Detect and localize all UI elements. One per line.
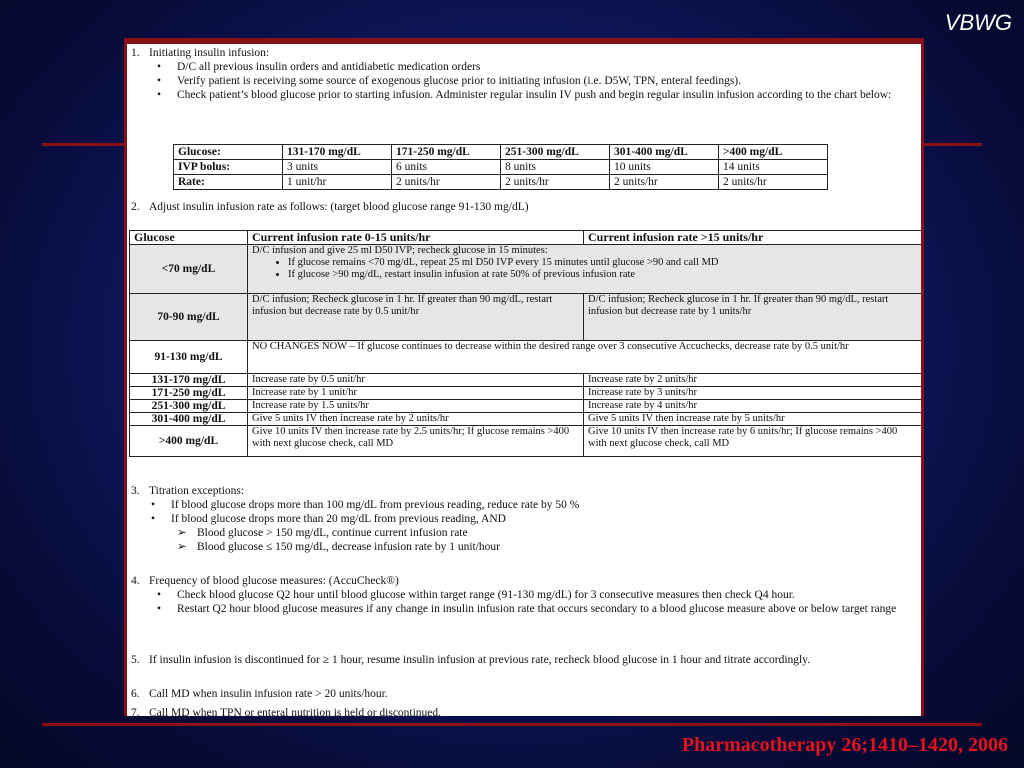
section-4: 4. Frequency of blood glucose measures: (AccuCheck®) • Check blood glucose Q2 hour until blood glucose within target range (91-130 mg/dL) for 3 consecutive measures then check Q4 hour. • Restart Q2 hour blood glucose measures if any change in insulin infusion rate that occurs secondary to a blood glucose measure above or below target range [131, 575, 897, 615]
citation: Pharmacotherapy 26;1410–1420, 2006 [681, 734, 1008, 756]
glucose-range-cell: >400 mg/dL [130, 426, 248, 457]
glucose-range-cell: 131-170 mg/dL [130, 374, 248, 387]
brand-logo-text: VBWG [944, 10, 1012, 35]
hypoglycemia-instruction: D/C infusion and give 25 ml D50 IVP; recheck glucose in 15 minutes: [252, 245, 548, 256]
table-cell: NO CHANGES NOW – If glucose continues to decrease within the desired range over 3 consecutive Accuchecks, decrease rate by 0.5 unit/hr [248, 341, 922, 374]
table-cell: Increase rate by 1.5 units/hr [248, 400, 584, 413]
table-cell: Increase rate by 2 units/hr [584, 374, 922, 387]
section-1-number: 1. [131, 47, 140, 59]
table-cell: D/C infusion; Recheck glucose in 1 hr. If greater than 90 mg/dL, restart infusion but decrease rate by 1 units/hr [584, 294, 922, 341]
section-3-number: 3. [131, 485, 140, 497]
table-row [130, 413, 922, 426]
column-header-glucose: Glucose [130, 231, 248, 245]
table-cell: Increase rate by 0.5 unit/hr [248, 374, 584, 387]
table-cell: D/C infusion; Recheck glucose in 1 hr. If greater than 90 mg/dL, restart infusion but decrease rate by 0.5 unit/hr [248, 294, 584, 341]
section-7-text: Call MD when TPN or enteral nutrition is held or discontinued. [149, 707, 442, 716]
table-cell: 171-250 mg/dL [392, 145, 501, 160]
glucose-range-cell: <70 mg/dL [130, 245, 248, 294]
section-4-title: Frequency of blood glucose measures: (AccuCheck®) [149, 575, 399, 587]
section-1-bullet: Verify patient is receiving some source of exogenous glucose prior to initiating infusion (i.e. D5W, TPN, enteral feedings). [177, 75, 742, 87]
adjustment-table [129, 230, 922, 457]
table-cell: 301-400 mg/dL [610, 145, 719, 160]
table-cell: 3 units [283, 160, 392, 175]
section-3-title: Titration exceptions: [149, 485, 245, 497]
section-3-bullet: If blood glucose drops more than 20 mg/dL from previous reading, AND [171, 513, 506, 525]
column-header-low-rate: Current infusion rate 0-15 units/hr [248, 231, 584, 245]
column-header-high-rate: Current infusion rate >15 units/hr [584, 231, 922, 245]
section-5 [131, 653, 917, 667]
section-3: 3. Titration exceptions: • If blood glucose drops more than 100 mg/dL from previous reading, reduce rate by 50 % • If blood glucose drops more than 20 mg/dL from previous reading, AND ➢ Blood glucose > 150 mg/dL, continue current infusion rate ➢ Blood glucose ≤ 150 mg/dL, decrease infusion rate by 1 unit/hour [131, 485, 580, 553]
table-row [130, 341, 922, 374]
table-cell: 251-300 mg/dL [501, 145, 610, 160]
table-row [130, 400, 922, 413]
table-row [130, 374, 922, 387]
section-4-number: 4. [131, 575, 140, 587]
table-cell: 2 units/hr [610, 175, 719, 190]
section-1-bullet: D/C all previous insulin orders and antidiabetic medication orders [177, 61, 481, 73]
table-cell: Increase rate by 1 unit/hr [248, 387, 584, 400]
table-cell: 8 units [501, 160, 610, 175]
table-cell: Rate: [174, 175, 283, 190]
section-7 [131, 706, 917, 716]
divider-rule-right [922, 143, 982, 146]
table-cell: 131-170 mg/dL [283, 145, 392, 160]
divider-rule-bottom [42, 723, 982, 726]
table-cell: Give 5 units IV then increase rate by 5 units/hr [584, 413, 922, 426]
section-6 [131, 687, 917, 701]
table-cell: 10 units [610, 160, 719, 175]
arrow-icon: ➢ [177, 527, 187, 539]
hypoglycemia-bullet: • If glucose >90 mg/dL, restart insulin infusion at rate 50% of previous infusion rate [288, 269, 917, 281]
table-row [130, 245, 922, 294]
table-cell: 6 units [392, 160, 501, 175]
section-1-bullet: Check patient’s blood glucose prior to starting infusion. Administer regular insulin IV push and begin regular insulin infusion according to the chart below: [177, 89, 892, 101]
table-cell: Increase rate by 3 units/hr [584, 387, 922, 400]
glucose-range-cell: 171-250 mg/dL [130, 387, 248, 400]
section-1: 1. Initiating insulin infusion: • D/C all previous insulin orders and antidiabetic medication orders • Verify patient is receiving some source of exogenous glucose prior to initiating infusion (i.e. D5W, TPN, enteral feedings). • Check patient’s blood glucose prior to starting infusion. Administer regular insulin IV push and begin regular insulin infusion according to the chart below: [131, 47, 892, 101]
table-cell: >400 mg/dL [719, 145, 828, 160]
glucose-range-cell: 70-90 mg/dL [130, 294, 248, 341]
table-cell [248, 245, 922, 294]
section-4-bullet: Check blood glucose Q2 hour until blood glucose within target range (91-130 mg/dL) for 3 consecutive measures then check Q4 hour. [177, 589, 795, 601]
section-7-number: 7. [131, 707, 140, 716]
table-cell: 1 unit/hr [283, 175, 392, 190]
table-cell: Give 5 units IV then increase rate by 2 units/hr [248, 413, 584, 426]
arrow-icon: ➢ [177, 541, 187, 553]
table-cell: Glucose: [174, 145, 283, 160]
table-row [174, 160, 828, 175]
table-cell: IVP bolus: [174, 160, 283, 175]
table-cell: 14 units [719, 160, 828, 175]
table-cell: Give 10 units IV then increase rate by 6 units/hr; If glucose remains >400 with next glucose check, call MD [584, 426, 922, 457]
section-5-number: 5. [131, 654, 140, 666]
table-cell: Give 10 units IV then increase rate by 2.5 units/hr; If glucose remains >400 with next glucose check, call MD [248, 426, 584, 457]
glucose-range-cell: 91-130 mg/dL [130, 341, 248, 374]
table-cell: 2 units/hr [501, 175, 610, 190]
section-3-subitem: Blood glucose ≤ 150 mg/dL, decrease infusion rate by 1 unit/hour [197, 541, 501, 553]
divider-rule-left [42, 143, 126, 146]
section-6-number: 6. [131, 688, 140, 700]
section-2-text: Adjust insulin infusion rate as follows: (target blood glucose range 91-130 mg/dL) [149, 201, 529, 213]
glucose-range-cell: 251-300 mg/dL [130, 400, 248, 413]
table-row [130, 426, 922, 457]
section-2-number: 2. [131, 201, 140, 213]
table-row [174, 175, 828, 190]
table-row [130, 294, 922, 341]
hypoglycemia-bullet: • If glucose remains <70 mg/dL, repeat 25 ml D50 IVP every 15 minutes until glucose >90 and call MD [288, 257, 917, 269]
table-cell: 2 units/hr [392, 175, 501, 190]
section-6-text: Call MD when insulin infusion rate > 20 units/hour. [149, 688, 388, 700]
section-2 [131, 200, 917, 214]
table-cell: Increase rate by 4 units/hr [584, 400, 922, 413]
initial-dosing-table [173, 144, 828, 190]
table-row [130, 387, 922, 400]
table-header-row [130, 231, 922, 245]
glucose-range-cell: 301-400 mg/dL [130, 413, 248, 426]
table-row [174, 145, 828, 160]
protocol-document [124, 38, 924, 716]
section-1-title: Initiating insulin infusion: [149, 47, 270, 59]
section-5-text: If insulin infusion is discontinued for ≥ 1 hour, resume insulin infusion at previous rate, recheck blood glucose in 1 hour and titrate accordingly. [149, 654, 811, 666]
section-4-bullet: Restart Q2 hour blood glucose measures if any change in insulin infusion rate that occurs secondary to a blood glucose measure above or below target range [177, 603, 897, 615]
section-3-subitem: Blood glucose > 150 mg/dL, continue current infusion rate [197, 527, 468, 539]
section-3-bullet: If blood glucose drops more than 100 mg/dL from previous reading, reduce rate by 50 % [171, 499, 580, 511]
table-cell: 2 units/hr [719, 175, 828, 190]
